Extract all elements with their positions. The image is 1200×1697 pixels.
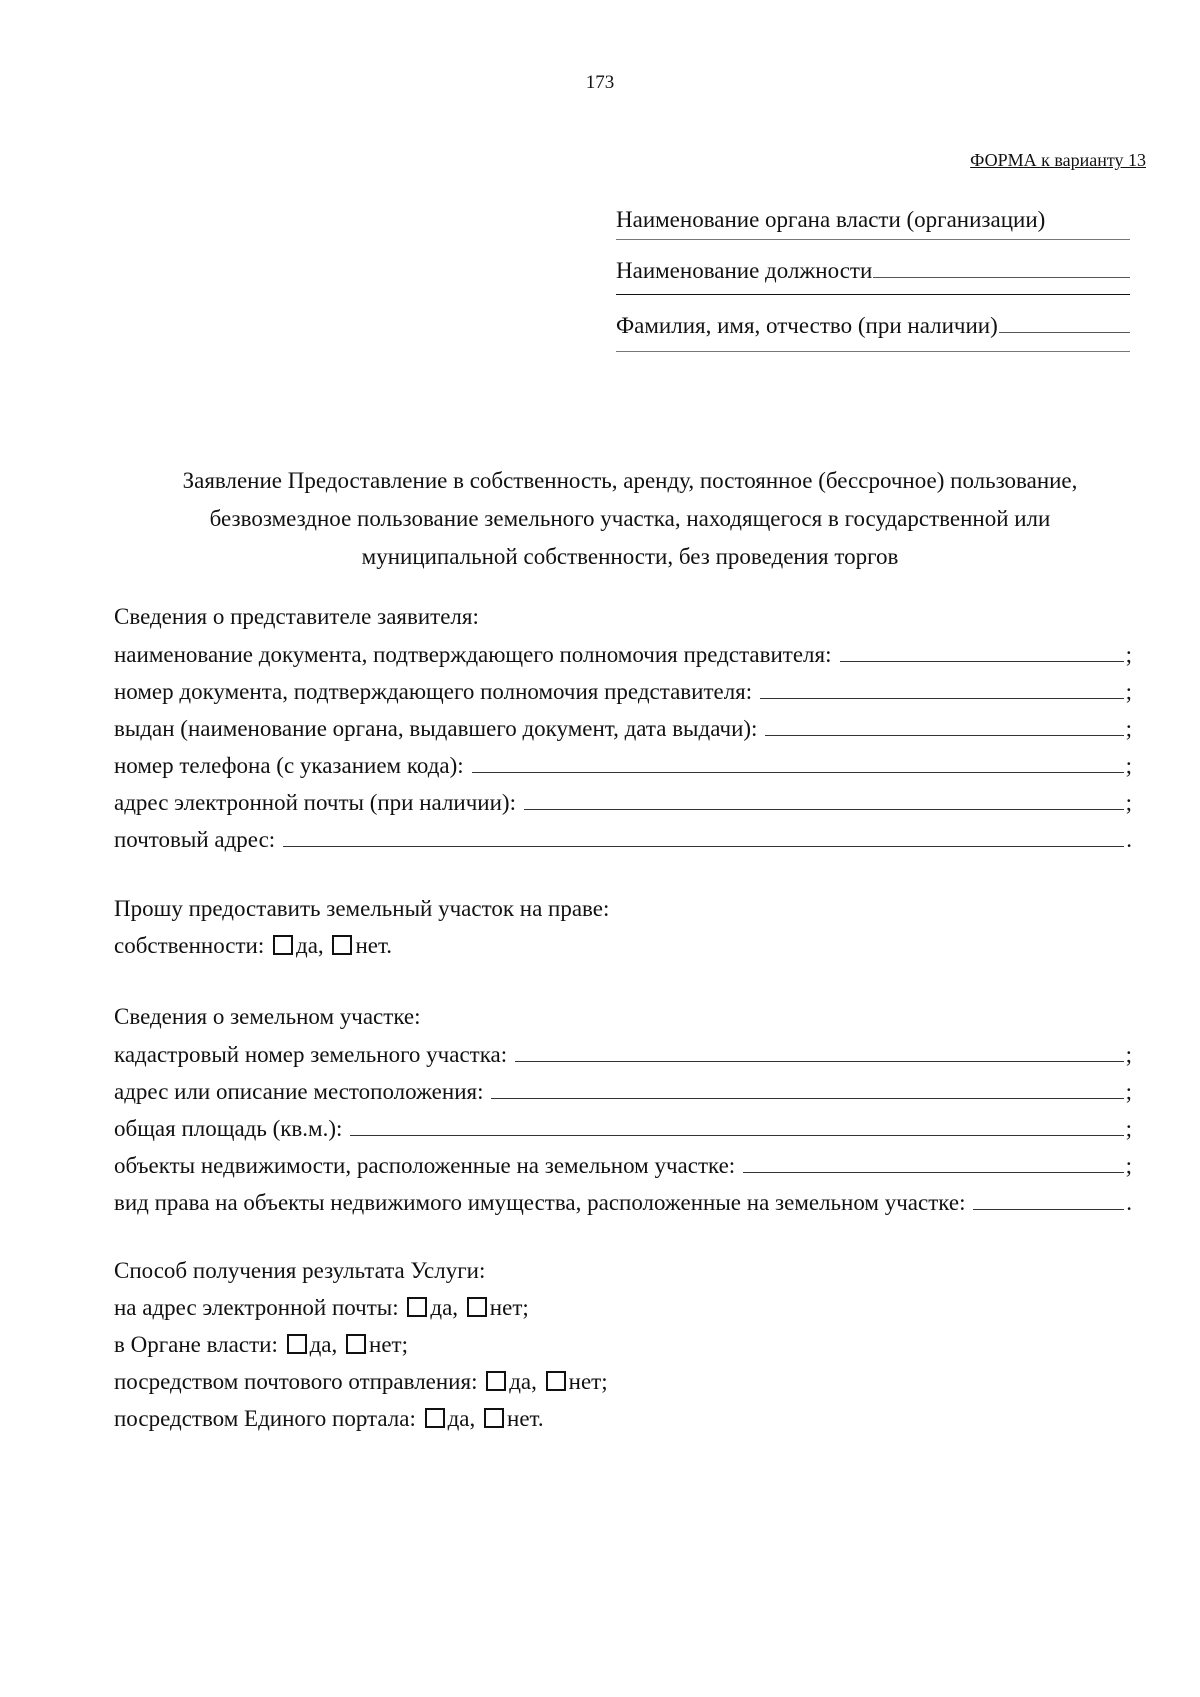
right-section bbox=[114, 896, 1132, 970]
organ-name-label: Наименование органа власти (организации) bbox=[616, 207, 1046, 232]
plot-field-punctuation: ; bbox=[1125, 1079, 1132, 1104]
representative-field-row bbox=[114, 826, 1132, 863]
plot-field-label: объекты недвижимости, расположенные на земельном участке: bbox=[114, 1153, 736, 1178]
representative-field-punctuation: ; bbox=[1125, 642, 1132, 667]
representative-field-row bbox=[114, 715, 1132, 752]
delivery-no-label: нет. bbox=[507, 1406, 544, 1431]
ownership-yes-label: да, bbox=[296, 933, 324, 958]
plot-field-label: адрес или описание местоположения: bbox=[114, 1079, 484, 1104]
delivery-option-label: на адрес электронной почты: bbox=[114, 1295, 399, 1320]
ownership-no-label: нет. bbox=[355, 933, 393, 958]
addressee-block bbox=[616, 207, 1130, 352]
delivery-yes-label: да, bbox=[309, 1332, 338, 1357]
ownership-label: собственности: bbox=[114, 933, 265, 958]
ownership-option bbox=[114, 933, 1132, 970]
position-line bbox=[616, 258, 1130, 288]
plot-field-input[interactable] bbox=[743, 1152, 1123, 1173]
right-heading: Прошу предоставить земельный участок на праве: bbox=[114, 896, 610, 921]
representative-field-label: номер телефона (с указанием кода): bbox=[114, 753, 464, 778]
plot-field-row bbox=[114, 1152, 1132, 1189]
delivery-no-checkbox[interactable] bbox=[484, 1408, 504, 1428]
delivery-yes-label: да, bbox=[447, 1406, 476, 1431]
delivery-option bbox=[114, 1295, 1132, 1332]
plot-field-label: вид права на объекты недвижимого имущества, расположенные на земельном участке: bbox=[114, 1190, 966, 1215]
representative-field-row bbox=[114, 752, 1132, 789]
representative-field-label: наименование документа, подтверждающего полномочия представителя: bbox=[114, 642, 832, 667]
delivery-option-label: посредством почтового отправления: bbox=[114, 1369, 478, 1394]
representative-field-label: почтовый адрес: bbox=[114, 827, 276, 852]
representative-field-input[interactable] bbox=[760, 678, 1123, 699]
representative-field-row bbox=[114, 678, 1132, 715]
plot-field-row bbox=[114, 1189, 1132, 1226]
representative-field-punctuation: ; bbox=[1125, 753, 1132, 778]
delivery-no-label: нет; bbox=[369, 1332, 408, 1357]
document-title: Заявление Предоставление в собственность, аренду, постоянное (бессрочное) пользование, безвозмездное пользование земельного участка, находящегося в государственной или муниципальной собственности, без проведения торгов bbox=[182, 468, 1078, 569]
plot-section bbox=[114, 1004, 1132, 1226]
plot-field-punctuation: ; bbox=[1125, 1153, 1132, 1178]
representative-field-label: номер документа, подтверждающего полномочия представителя: bbox=[114, 679, 753, 704]
plot-field-input[interactable] bbox=[515, 1041, 1123, 1062]
position-label: Наименование должности bbox=[616, 258, 873, 283]
delivery-section bbox=[114, 1258, 1132, 1443]
ownership-yes-checkbox[interactable] bbox=[273, 935, 293, 955]
delivery-no-checkbox[interactable] bbox=[467, 1297, 487, 1317]
delivery-yes-checkbox[interactable] bbox=[407, 1297, 427, 1317]
plot-field-punctuation: ; bbox=[1125, 1116, 1132, 1141]
plot-field-label: общая площадь (кв.м.): bbox=[114, 1116, 343, 1141]
plot-field-row bbox=[114, 1041, 1132, 1078]
representative-field-punctuation: ; bbox=[1125, 790, 1132, 815]
delivery-no-label: нет; bbox=[568, 1369, 608, 1394]
delivery-no-checkbox[interactable] bbox=[346, 1334, 366, 1354]
representative-field-input[interactable] bbox=[765, 715, 1123, 736]
position-field[interactable] bbox=[873, 259, 1130, 278]
fio-field-extra[interactable] bbox=[616, 351, 1130, 352]
delivery-option bbox=[114, 1369, 1132, 1406]
delivery-heading: Способ получения результата Услуги: bbox=[114, 1258, 486, 1283]
delivery-yes-checkbox[interactable] bbox=[287, 1334, 307, 1354]
delivery-yes-checkbox[interactable] bbox=[425, 1408, 445, 1428]
delivery-option bbox=[114, 1332, 1132, 1369]
representative-field-input[interactable] bbox=[283, 826, 1124, 847]
plot-field-label: кадастровый номер земельного участка: bbox=[114, 1042, 508, 1067]
ownership-no-checkbox[interactable] bbox=[332, 935, 352, 955]
plot-field-punctuation: . bbox=[1126, 1190, 1132, 1215]
plot-field-input[interactable] bbox=[491, 1078, 1123, 1099]
plot-field-punctuation: ; bbox=[1125, 1042, 1132, 1067]
representative-field-label: выдан (наименование органа, выдавшего документ, дата выдачи): bbox=[114, 716, 758, 741]
representative-heading: Сведения о представителе заявителя: bbox=[114, 604, 479, 629]
delivery-yes-checkbox[interactable] bbox=[486, 1371, 506, 1391]
representative-section bbox=[114, 604, 1132, 863]
delivery-option bbox=[114, 1406, 1132, 1443]
plot-field-row bbox=[114, 1115, 1132, 1152]
plot-field-input[interactable] bbox=[350, 1115, 1123, 1136]
delivery-no-checkbox[interactable] bbox=[546, 1371, 566, 1391]
delivery-option-label: посредством Единого портала: bbox=[114, 1406, 416, 1431]
plot-heading: Сведения о земельном участке: bbox=[114, 1004, 421, 1029]
representative-field-input[interactable] bbox=[840, 641, 1124, 662]
plot-field-input[interactable] bbox=[973, 1189, 1124, 1210]
representative-field-label: адрес электронной почты (при наличии): bbox=[114, 790, 516, 815]
fio-line bbox=[616, 313, 1130, 343]
representative-field-input[interactable] bbox=[524, 789, 1124, 810]
delivery-option-label: в Органе власти: bbox=[114, 1332, 278, 1357]
fio-label: Фамилия, имя, отчество (при наличии) bbox=[616, 313, 998, 338]
representative-field-punctuation: ; bbox=[1125, 716, 1132, 741]
representative-field-punctuation: ; bbox=[1125, 679, 1132, 704]
representative-field-punctuation: . bbox=[1126, 827, 1132, 852]
representative-field-input[interactable] bbox=[472, 752, 1124, 773]
representative-field-row bbox=[114, 789, 1132, 826]
fio-field[interactable] bbox=[999, 314, 1130, 333]
form-reference: ФОРМА к варианту 13 bbox=[970, 150, 1146, 170]
delivery-no-label: нет; bbox=[489, 1295, 529, 1320]
delivery-yes-label: да, bbox=[509, 1369, 537, 1394]
representative-field-row bbox=[114, 641, 1132, 678]
delivery-yes-label: да, bbox=[430, 1295, 459, 1320]
page-number: 173 bbox=[585, 72, 615, 93]
plot-field-row bbox=[114, 1078, 1132, 1115]
